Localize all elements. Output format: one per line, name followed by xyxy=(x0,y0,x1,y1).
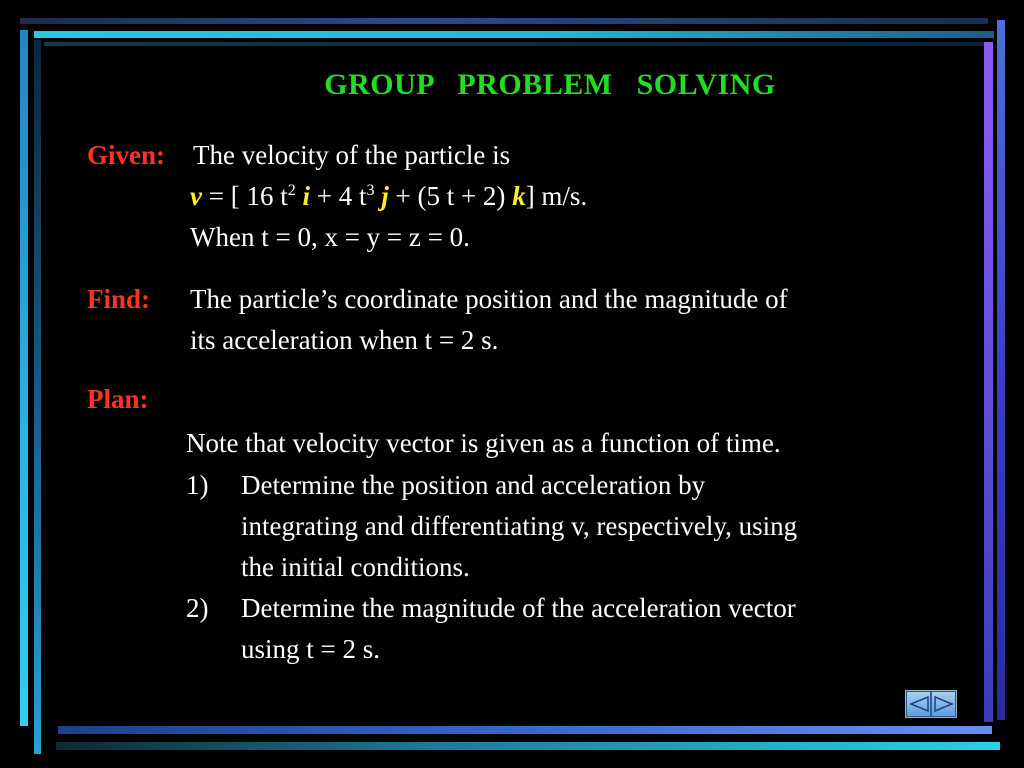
eq-part-2: + 4 t xyxy=(309,181,367,211)
eq-part-3: + (5 t + 2) xyxy=(388,181,513,211)
right-arrow-icon xyxy=(933,695,955,713)
eq-exponent-1: 2 xyxy=(287,182,296,199)
frame-top-bar xyxy=(20,18,988,24)
vector-v: v xyxy=(190,181,202,211)
frame-left-accent-bar xyxy=(34,40,41,754)
frame-right-bar xyxy=(997,20,1005,720)
step-2-line-2: using t = 2 s. xyxy=(241,634,380,664)
frame-top-shadow-bar xyxy=(44,42,984,46)
given-line-1: The velocity of the particle is xyxy=(193,140,511,170)
step-2-number: 2) xyxy=(186,593,209,623)
slide-navigation xyxy=(905,690,957,718)
unit-vector-i: i xyxy=(302,181,310,211)
eq-part-1: = [ 16 t xyxy=(201,181,288,211)
eq-exponent-2: 3 xyxy=(366,182,375,199)
given-label: Given: xyxy=(87,140,165,170)
find-label: Find: xyxy=(87,284,151,314)
eq-part-4: ] m/s. xyxy=(525,181,588,211)
plan-note: Note that velocity vector is given as a function of time. xyxy=(186,428,781,458)
previous-slide-button[interactable] xyxy=(906,691,931,717)
velocity-equation xyxy=(190,181,587,212)
step-1-line-3: the initial conditions. xyxy=(241,552,470,582)
find-line-2: its acceleration when t = 2 s. xyxy=(190,325,499,355)
unit-vector-j: j xyxy=(381,181,389,211)
find-line-1: The particle’s coordinate position and the magnitude of xyxy=(190,284,788,314)
step-1-number: 1) xyxy=(186,470,209,500)
given-initial-conditions: When t = 0, x = y = z = 0. xyxy=(190,222,470,252)
step-2-line-1: Determine the magnitude of the acceleration vector xyxy=(241,593,796,623)
frame-top-accent-bar xyxy=(34,31,994,38)
plan-label: Plan: xyxy=(87,384,149,414)
slide-title: GROUP PROBLEM SOLVING xyxy=(324,68,776,101)
step-1-line-1: Determine the position and acceleration by xyxy=(241,470,706,500)
next-slide-button[interactable] xyxy=(931,691,956,717)
frame-bottom-accent-bar xyxy=(56,742,1000,750)
frame-bottom-bar xyxy=(58,726,992,734)
frame-left-bar xyxy=(20,30,28,726)
left-arrow-icon xyxy=(908,695,930,713)
unit-vector-k: k xyxy=(512,181,526,211)
frame-right-accent-bar xyxy=(984,42,993,722)
step-1-line-2: integrating and differentiating v, respectively, using xyxy=(241,511,798,541)
